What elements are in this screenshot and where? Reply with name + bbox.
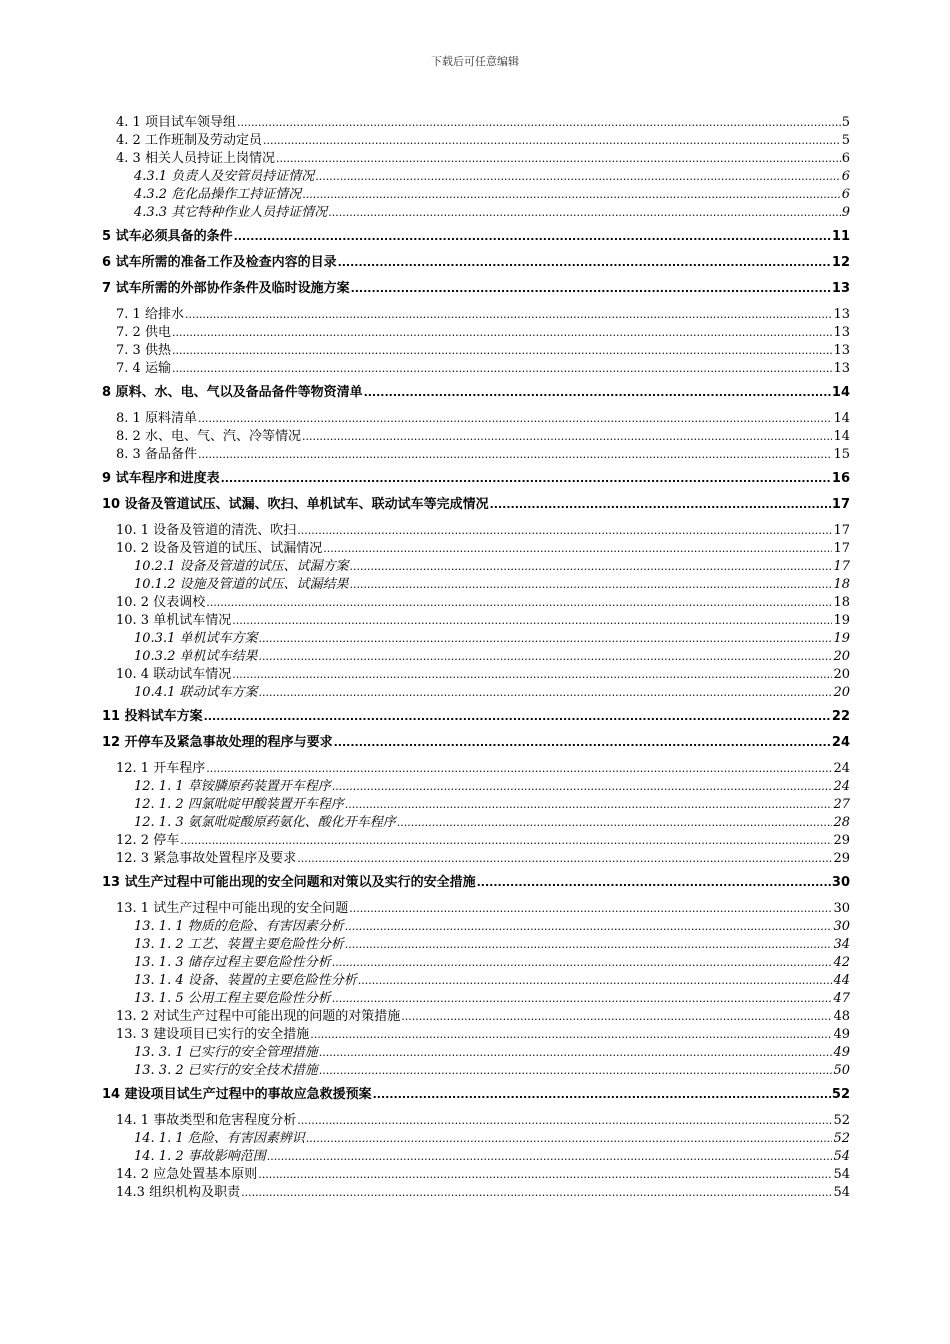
toc-entry[interactable] [102, 384, 850, 402]
toc-entry[interactable] [102, 470, 850, 488]
toc-entry-page: 24 [831, 735, 850, 750]
toc-entry-title: 10. 3 单机试车情况 [116, 613, 232, 628]
toc-entry-title: 13 试生产过程中可能出现的安全问题和对策以及实行的安全措施 [102, 875, 476, 890]
toc-entry-page: 17 [833, 559, 850, 574]
toc-entry-page: 20 [833, 685, 850, 700]
toc-entry[interactable] [102, 540, 850, 558]
toc-dot-leader [267, 1148, 833, 1166]
toc-dot-leader [198, 410, 833, 428]
toc-entry[interactable] [102, 280, 850, 298]
toc-dot-leader [232, 666, 832, 684]
toc-entry-page: 30 [831, 875, 850, 890]
toc-dot-leader [241, 1184, 832, 1202]
toc-entry-title: 4. 3 相关人员持证上岗情况 [116, 151, 275, 166]
toc-entry[interactable] [102, 558, 850, 576]
toc-entry[interactable] [102, 594, 850, 612]
toc-entry-title: 10.3.2 单机试车结果 [134, 649, 258, 664]
toc-entry[interactable] [102, 1184, 850, 1202]
toc-dot-leader [358, 972, 833, 990]
toc-dot-leader [206, 594, 832, 612]
toc-entry-page: 13 [833, 307, 850, 322]
toc-entry-title: 13. 1. 4 设备、装置的主要危险性分析 [134, 973, 357, 988]
toc-entry-title: 10.2.1 设备及管道的试压、试漏方案 [134, 559, 349, 574]
toc-entry[interactable] [102, 954, 850, 972]
toc-dot-leader [206, 760, 832, 778]
toc-entry[interactable] [102, 496, 850, 514]
toc-entry-title: 8 原料、水、电、气以及备品备件等物资清单 [102, 385, 363, 400]
toc-entry[interactable] [102, 734, 850, 752]
toc-entry-title: 10 设备及管道试压、试漏、吹扫、单机试车、联动试车等完成情况 [102, 497, 489, 512]
toc-entry-page: 30 [833, 901, 850, 916]
toc-dot-leader [397, 814, 833, 832]
toc-entry-page: 49 [833, 1027, 850, 1042]
toc-entry[interactable] [102, 446, 850, 464]
toc-entry[interactable] [102, 850, 850, 868]
toc-entry-page: 12 [831, 255, 850, 270]
toc-entry-title: 11 投料试车方案 [102, 709, 203, 724]
toc-entry-page: 24 [833, 761, 850, 776]
toc-entry[interactable] [102, 324, 850, 342]
toc-entry-title: 13. 3. 1 已实行的安全管理措施 [134, 1045, 318, 1060]
toc-entry-page: 20 [833, 667, 850, 682]
toc-entry-title: 4. 2 工作班制及劳动定员 [116, 133, 262, 148]
toc-entry-page: 5 [841, 133, 850, 148]
toc-dot-leader [319, 1044, 833, 1062]
toc-dot-leader [401, 1008, 832, 1026]
toc-entry-title: 12. 2 停车 [116, 833, 180, 848]
toc-entry-page: 48 [833, 1009, 850, 1024]
toc-entry-page: 22 [831, 709, 850, 724]
toc-entry[interactable] [102, 874, 850, 892]
toc-entry[interactable] [102, 796, 850, 814]
toc-dot-leader [258, 648, 832, 666]
toc-dot-leader [349, 576, 832, 594]
toc-entry[interactable] [102, 306, 850, 324]
toc-entry[interactable] [102, 1062, 850, 1080]
toc-entry[interactable] [102, 760, 850, 778]
toc-entry-title: 13. 3. 2 已实行的安全技术措施 [134, 1063, 318, 1078]
toc-entry-page: 42 [833, 955, 850, 970]
toc-dot-leader [258, 630, 832, 648]
toc-entry-title: 7. 2 供电 [116, 325, 171, 340]
toc-entry-title: 10. 4 联动试车情况 [116, 667, 232, 682]
toc-entry[interactable] [102, 228, 850, 246]
toc-entry[interactable] [102, 132, 850, 150]
toc-dot-leader [276, 150, 841, 168]
toc-entry[interactable] [102, 522, 850, 540]
toc-entry-title: 12. 1. 1 草铵膦原药装置开车程序 [134, 779, 331, 794]
toc-entry-title: 14. 2 应急处置基本原则 [116, 1167, 258, 1182]
toc-entry-title: 10.1.2 设施及管道的试压、试漏结果 [134, 577, 349, 592]
toc-entry[interactable] [102, 1026, 850, 1044]
toc-entry[interactable] [102, 1008, 850, 1026]
toc-dot-leader [234, 228, 831, 246]
toc-entry-page: 14 [833, 429, 850, 444]
page-header: 下载后可任意编辑 [431, 55, 519, 68]
toc-entry-page: 47 [833, 991, 850, 1006]
toc-entry-page: 30 [833, 919, 850, 934]
toc-entry[interactable] [102, 1044, 850, 1062]
toc-entry-page: 19 [833, 613, 850, 628]
toc-entry-title: 8. 3 备品备件 [116, 447, 197, 462]
toc-entry-page: 13 [831, 281, 850, 296]
toc-dot-leader [345, 796, 833, 814]
toc-entry-page: 13 [833, 361, 850, 376]
toc-dot-leader [258, 684, 832, 702]
toc-entry-page: 14 [833, 411, 850, 426]
toc-entry[interactable] [102, 1112, 850, 1130]
toc-entry[interactable] [102, 832, 850, 850]
toc-entry[interactable] [102, 708, 850, 726]
toc-entry-title: 14. 1 事故类型和危害程度分析 [116, 1113, 297, 1128]
toc-entry-page: 49 [833, 1045, 850, 1060]
toc-dot-leader [332, 954, 833, 972]
toc-entry-page: 52 [831, 1087, 850, 1102]
toc-entry-title: 13. 1. 5 公用工程主要危险性分析 [134, 991, 331, 1006]
toc-entry[interactable] [102, 936, 850, 954]
toc-dot-leader [237, 114, 841, 132]
toc-entry-page: 54 [833, 1167, 850, 1182]
toc-entry-page: 17 [833, 523, 850, 538]
toc-entry-title: 13. 3 建设项目已实行的安全措施 [116, 1027, 310, 1042]
toc-dot-leader [345, 918, 833, 936]
toc-dot-leader [232, 612, 832, 630]
toc-entry[interactable] [102, 1086, 850, 1104]
toc-dot-leader [263, 132, 841, 150]
toc-entry-title: 4.3.3 其它特种作业人员持证情况 [134, 205, 328, 220]
toc-entry-title: 13. 1. 1 物质的危险、有害因素分析 [134, 919, 344, 934]
toc-entry[interactable] [102, 684, 850, 702]
toc-entry[interactable] [102, 612, 850, 630]
toc-entry-title: 14. 1. 2 事故影响范围 [134, 1149, 266, 1164]
toc-dot-leader [332, 778, 833, 796]
toc-dot-leader [180, 832, 832, 850]
toc-dot-leader [319, 1062, 833, 1080]
toc-dot-leader [334, 734, 831, 752]
toc-entry-page: 14 [831, 385, 850, 400]
toc-entry-title: 14.3 组织机构及职责 [116, 1185, 241, 1200]
toc-entry-title: 10. 2 仪表调校 [116, 595, 206, 610]
toc-entry-page: 20 [833, 649, 850, 664]
toc-dot-leader [349, 558, 832, 576]
toc-entry[interactable] [102, 1148, 850, 1166]
toc-entry-page: 29 [833, 833, 850, 848]
toc-dot-leader [338, 254, 831, 272]
toc-dot-leader [490, 496, 831, 514]
toc-entry-title: 12. 1 开车程序 [116, 761, 206, 776]
toc-entry-page: 54 [833, 1149, 850, 1164]
toc-entry[interactable] [102, 666, 850, 684]
toc-entry-page: 19 [833, 631, 850, 646]
toc-entry-title: 8. 1 原料清单 [116, 411, 197, 426]
toc-entry[interactable] [102, 1130, 850, 1148]
toc-entry-title: 13. 1. 2 工艺、装置主要危险性分析 [134, 937, 344, 952]
toc-dot-leader [172, 324, 833, 342]
toc-entry-title: 12. 1. 2 四氯吡啶甲酸装置开车程序 [134, 797, 344, 812]
toc-entry[interactable] [102, 186, 850, 204]
toc-entry-title: 4. 1 项目试车领导组 [116, 115, 236, 130]
toc-entry-page: 27 [833, 797, 850, 812]
toc-dot-leader [345, 936, 833, 954]
toc-dot-leader [477, 874, 831, 892]
toc-entry-page: 54 [833, 1185, 850, 1200]
toc-entry-page: 52 [833, 1113, 850, 1128]
toc-entry-page: 16 [831, 471, 850, 486]
toc-dot-leader [328, 204, 841, 222]
toc-dot-leader [172, 360, 833, 378]
toc-entry-title: 4.3.1 负责人及安管员持证情况 [134, 169, 315, 184]
toc-entry-title: 12. 3 紧急事故处置程序及要求 [116, 851, 297, 866]
toc-entry[interactable] [102, 918, 850, 936]
toc-entry[interactable] [102, 150, 850, 168]
toc-dot-leader [364, 384, 831, 402]
toc-dot-leader [302, 186, 841, 204]
toc-entry[interactable] [102, 990, 850, 1008]
toc-entry-page: 13 [833, 325, 850, 340]
toc-entry-page: 6 [841, 169, 850, 184]
toc-entry-title: 10.3.1 单机试车方案 [134, 631, 258, 646]
toc-entry[interactable] [102, 576, 850, 594]
toc-entry-title: 7. 1 给排水 [116, 307, 184, 322]
toc-dot-leader [297, 1112, 832, 1130]
toc-entry[interactable] [102, 778, 850, 796]
toc-entry-title: 10. 1 设备及管道的清洗、吹扫 [116, 523, 297, 538]
toc-dot-leader [302, 428, 833, 446]
toc-entry-page: 52 [833, 1131, 850, 1146]
toc-entry-page: 18 [833, 595, 850, 610]
toc-dot-leader [297, 522, 832, 540]
toc-entry-title: 7. 4 运输 [116, 361, 171, 376]
toc-entry-page: 29 [833, 851, 850, 866]
toc-entry-title: 14 建设项目试生产过程中的事故应急救援预案 [102, 1087, 372, 1102]
toc-entry[interactable] [102, 630, 850, 648]
toc-entry-page: 11 [831, 229, 850, 244]
toc-entry[interactable] [102, 360, 850, 378]
toc-entry-title: 12. 1. 3 氨氯吡啶酸原药氨化、酸化开车程序 [134, 815, 396, 830]
toc-dot-leader [315, 168, 841, 186]
toc-entry-page: 34 [833, 937, 850, 952]
toc-dot-leader [185, 306, 833, 324]
toc-dot-leader [332, 990, 833, 1008]
toc-entry-page: 18 [833, 577, 850, 592]
toc-entry-page: 6 [841, 151, 850, 166]
toc-entry[interactable] [102, 1166, 850, 1184]
toc-entry-page: 24 [833, 779, 850, 794]
toc-entry[interactable] [102, 428, 850, 446]
toc-entry-title: 10.4.1 联动试车方案 [134, 685, 258, 700]
toc-dot-leader [204, 708, 831, 726]
toc-entry-title: 13. 2 对试生产过程中可能出现的问题的对策措施 [116, 1009, 401, 1024]
toc-dot-leader [258, 1166, 832, 1184]
toc-entry-title: 6 试车所需的准备工作及检查内容的目录 [102, 255, 337, 270]
toc-entry-title: 8. 2 水、电、气、汽、冷等情况 [116, 429, 301, 444]
toc-entry[interactable] [102, 648, 850, 666]
toc-dot-leader [297, 850, 832, 868]
toc-dot-leader [172, 342, 833, 360]
toc-dot-leader [323, 540, 832, 558]
toc-entry-page: 15 [833, 447, 850, 462]
toc-entry-title: 13. 1. 3 储存过程主要危险性分析 [134, 955, 331, 970]
toc-entry[interactable] [102, 410, 850, 428]
toc-entry-page: 17 [833, 541, 850, 556]
toc-entry[interactable] [102, 814, 850, 832]
toc-entry-page: 5 [841, 115, 850, 130]
toc-entry[interactable] [102, 204, 850, 222]
toc-entry[interactable] [102, 168, 850, 186]
toc-entry[interactable] [102, 114, 850, 132]
toc-entry[interactable] [102, 900, 850, 918]
toc-dot-leader [373, 1086, 831, 1104]
toc-dot-leader [310, 1026, 832, 1044]
toc-entry[interactable] [102, 972, 850, 990]
toc-entry-title: 9 试车程序和进度表 [102, 471, 220, 486]
toc-entry-title: 7. 3 供热 [116, 343, 171, 358]
toc-dot-leader [349, 900, 832, 918]
toc-entry-page: 50 [833, 1063, 850, 1078]
toc-entry-page: 6 [841, 187, 850, 202]
toc-dot-leader [351, 280, 831, 298]
toc-entry-page: 44 [833, 973, 850, 988]
toc-entry-title: 10. 2 设备及管道的试压、试漏情况 [116, 541, 323, 556]
toc-entry-page: 13 [833, 343, 850, 358]
toc-dot-leader [306, 1130, 833, 1148]
toc-entry-title: 13. 1 试生产过程中可能出现的安全问题 [116, 901, 349, 916]
toc-dot-leader [198, 446, 833, 464]
toc-entry-title: 4.3.2 危化品操作工持证情况 [134, 187, 302, 202]
toc-dot-leader [221, 470, 831, 488]
toc-entry[interactable] [102, 254, 850, 272]
toc-entry-page: 9 [841, 205, 850, 220]
toc-entry-title: 5 试车必须具备的条件 [102, 229, 233, 244]
toc-entry-title: 14. 1. 1 危险、有害因素辨识 [134, 1131, 305, 1146]
toc-entry-title: 7 试车所需的外部协作条件及临时设施方案 [102, 281, 350, 296]
toc-entry-title: 12 开停车及紧急事故处理的程序与要求 [102, 735, 333, 750]
toc-entry[interactable] [102, 342, 850, 360]
toc-entry-page: 28 [833, 815, 850, 830]
table-of-contents [102, 114, 850, 1202]
toc-entry-page: 17 [831, 497, 850, 512]
